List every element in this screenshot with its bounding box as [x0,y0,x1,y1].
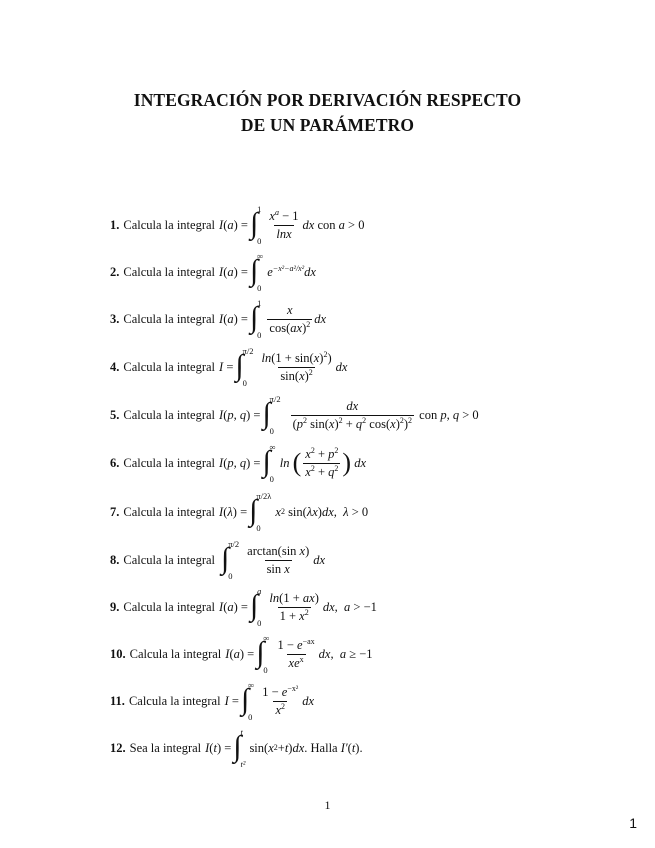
problem-text: Calcula la integral [123,264,216,279]
problem-text: Calcula la integral [128,693,221,708]
problem-number: 11. [110,693,125,708]
problem-number: 3. [110,311,120,326]
integral-sign: ∫ t t² [233,727,246,769]
problem-number: 1. [110,217,120,232]
title-line-1: INTEGRACIÓN POR DERIVACIÓN RESPECTO [133,90,522,110]
integral-sign: ∫ ∞ 0 [256,633,270,675]
problem-11: 11. Calcula la integral I = ∫ ∞ 0 $\frac{1 - e^{-x^2}}{x^2}$ dx [110,680,315,722]
problem-text: Calcula la integral [123,407,216,422]
problem-5: 5. Calcula la integral I ( p, q ) = ∫ π/2 0 $\frac{dx}{(p^2 \sin(x)^2 + q^2 \cos(x)^2)^2}$ con p, q > 0 [110,394,479,436]
problem-12: 12. Sea la integral I ( t ) = ∫ t t² sin( x 2 + t ) dx . Halla I′ ( t ). [110,727,363,769]
integral-sign: ∫ π/2 0 [235,346,254,388]
formula: I [219,217,224,232]
problem-text: Calcula la integral [123,599,216,614]
fraction: $\frac{1 - e^{-x^2}}{x^2}$ [262,683,299,717]
fraction: $\frac{\ln(1 + \sin(x)^2)}{\sin(x)^2}$ [261,349,332,383]
problem-number: 8. [110,552,120,567]
title-line-2: DE UN PARÁMETRO [240,115,415,135]
problem-2: 2. Calcula la integral I ( a ) = ∫ ∞ 0 $e^{-x^2-a^2/x^2}$ dx [110,251,316,293]
problem-text: Calcula la integral [123,504,216,519]
integral-sign: ∫ ∞ 0 [249,251,264,293]
problem-number: 6. [110,455,120,470]
integral-sign: ∫ ∞ 0 [262,442,276,484]
problem-text: Calcula la integral [123,455,216,470]
problem-number: 4. [110,359,120,374]
fraction: $\frac{dx}{(p^2 \sin(x)^2 + q^2 \cos(x)^2)^2}$ [292,398,413,431]
fraction: $\frac{x^2 + p^2}{x^2 + q^2}$ [305,445,339,479]
problem-9: 9. Calcula la integral I ( a ) = ∫ a 0 $\frac{\ln(1 + ax)}{1 + x^2}$ dx, a > −1 [110,586,377,628]
problem-text: Sea la integral [129,740,202,755]
problem-text: Calcula la integral [123,217,216,232]
problem-number: 5. [110,407,120,422]
problem-6: 6. Calcula la integral I ( p, q ) = ∫ ∞ 0 ln ( $\frac{x^2 + p^2}{x^2 + q^2}$ ) dx [110,442,366,484]
problem-text: Calcula la integral [123,311,216,326]
problem-10: 10. Calcula la integral I ( a ) = ∫ ∞ 0 $\frac{1 - e^{-ax}}{xe^x}$ dx, a ≥ −1 [110,633,373,675]
fraction: $\frac{x}{\cos(ax)^2}$ [269,302,311,335]
problem-4: 4. Calcula la integral I = ∫ π/2 0 $\frac{\ln(1 + \sin(x)^2)}{\sin(x)^2}$ dx [110,346,348,388]
problem-text: Calcula la integral [123,359,216,374]
integral-sign: ∫ 1 0 [249,298,262,340]
fraction: $\frac{\ln(1 + ax)}{1 + x^2}$ [269,590,319,623]
problem-7: 7. Calcula la integral I ( λ ) = ∫ π/2λ 0 x 2 sin( λx ) dx, λ > 0 [110,491,369,533]
problem-1: 1. Calcula la integral I ( a ) = ∫ 1 0 $\frac{x^a - 1}{\ln x}$ dx con a > 0 [110,204,365,246]
problem-number: 10. [110,646,126,661]
integral-sign: ∫ π/2 0 [221,539,240,581]
fraction: $\frac{x^a - 1}{\ln x}$ [269,207,299,241]
problem-number: 7. [110,504,120,519]
corner-page-indicator: 1 [629,815,637,831]
problem-8: 8. Calcula la integral ∫ π/2 0 $\frac{\text{arctan(sin x)}}{\text{sin x}}$ dx [110,539,326,581]
fraction: $\frac{1 - e^{-ax}}{xe^x}$ [277,636,315,670]
integral-sign: ∫ π/2λ 0 [249,491,272,533]
problem-text: Calcula la integral [123,552,216,567]
problem-number: 9. [110,599,120,614]
problem-text: Calcula la integral [129,646,222,661]
fraction: $\frac{\text{arctan(sin x)}}{\text{sin x}}$ [247,543,310,576]
integral-sign: ∫ π/2 0 [262,394,281,436]
problem-number: 12. [110,740,126,755]
integral-sign: ∫ ∞ 0 [240,680,255,722]
page-number: 1 [324,798,331,812]
integral-sign: ∫ a 0 [249,586,262,628]
problem-number: 2. [110,264,120,279]
document-title [0,88,655,138]
integral-sign: ∫ 1 0 [249,204,262,246]
problem-3: 3. Calcula la integral I ( a ) = ∫ 1 0 $\frac{x}{\cos(ax)^2}$ dx [110,298,327,340]
